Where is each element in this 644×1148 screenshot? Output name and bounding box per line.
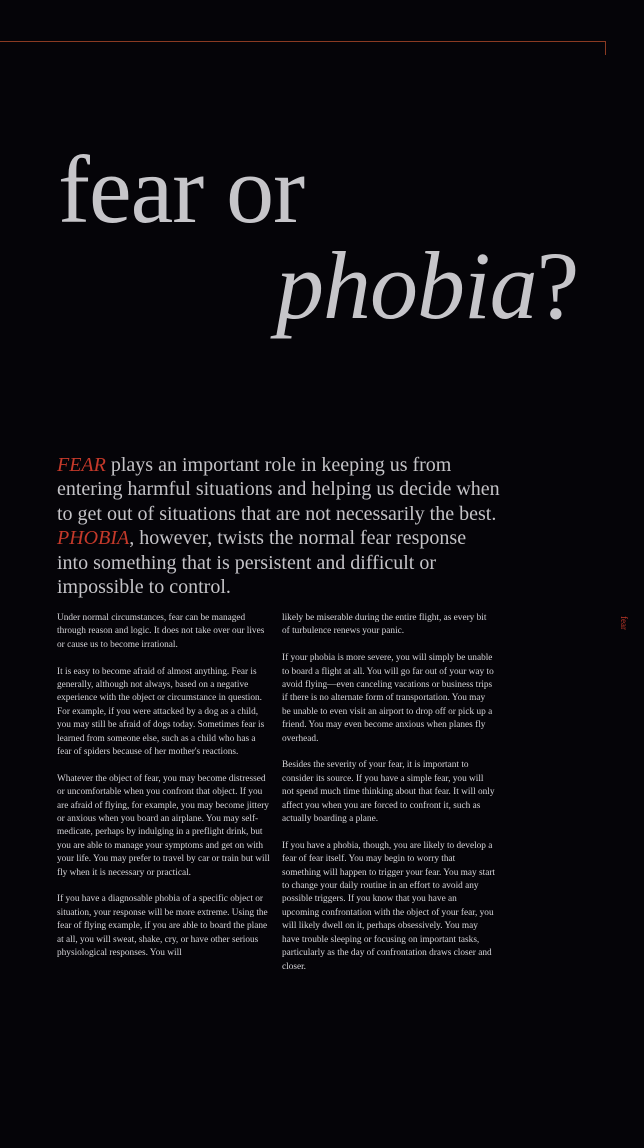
title-phobia-word: phobia (276, 232, 537, 339)
top-rule-tick (605, 41, 606, 55)
intro-text-1: plays an important role in keeping us from entering harmful situations and helping us decide when to get out of situations that are not necessarily the best. (57, 454, 500, 525)
intro-paragraph (57, 453, 502, 599)
body-column-left (57, 612, 271, 974)
body-paragraph: Whatever the object of fear, you may become distressed or uncomfortable when you confront that object. If you are afraid of flying, for example, you may become jittery or anxious when you board an airplane. You may self-medicate, perhaps by indulging in a preflight drink, but you are able to manage your symptoms and get on with your life. You may prefer to travel by car or train but will fly when it is necessary or practical. (57, 773, 270, 878)
top-rule (0, 41, 605, 42)
body-paragraph: Besides the severity of your fear, it is important to consider its source. If you have a simple fear, you will not spend much time thinking about that fear. It will only affect you when you are forced to confront it, such as actually boarding a plane. (282, 760, 495, 825)
title-line-2 (276, 232, 579, 339)
body-paragraph: likely be miserable during the entire flight, as every bit of turbulence renews your panic. (282, 613, 487, 637)
body-column-right (282, 612, 496, 987)
body-paragraph: It is easy to become afraid of almost anything. Fear is generally, although not always, based on a negative experience with the object or circumstance in question. For example, if you were attacked by a dog as a child, you may still be afraid of dogs today. Sometimes fear is learned from someone else, such as a child who has a fear of spiders because of her mother's reactions. (57, 666, 265, 758)
running-section-label: fear (619, 616, 629, 630)
body-paragraph: If your phobia is more severe, you will simply be unable to board a flight at all. You will go far out of your way to avoid flying—even canceling vacations or business trips if there is no alternate form of transportation. You may be unable to even visit an airport to drop off or pick up a friend. You may even become anxious when planes fly overhead. (282, 653, 494, 744)
title-question-mark: ? (536, 232, 579, 339)
intro-term-phobia: PHOBIA (57, 527, 130, 550)
intro-term-fear: FEAR (57, 454, 106, 476)
title-line-1: fear or (58, 136, 305, 243)
body-paragraph: If you have a phobia, though, you are likely to develop a fear of fear itself. You may begin to worry that something will happen to trigger your fear. You may start to change your daily routine in an effort to avoid any possible triggers. If you know that you have an upcoming confrontation with the object of your fear, you will likely dwell on it, perhaps obsessively. You may have trouble sleeping or focusing on important tasks, particularly as the day of confrontation draws closer and closer. (282, 840, 496, 972)
body-paragraph: If you have a diagnosable phobia of a specific object or situation, your response will be more extreme. Using the fear of flying example, if you are able to board the plane at all, you will sweat, shake, cry, or have other serious physiological responses. You will (57, 894, 268, 959)
body-paragraph: Under normal circumstances, fear can be managed through reason and logic. It does not take over our lives or cause us to become irrational. (57, 613, 265, 650)
intro-text-2: , however, twists the normal fear response into something that is persistent and difficult or impossible to control. (57, 527, 467, 599)
